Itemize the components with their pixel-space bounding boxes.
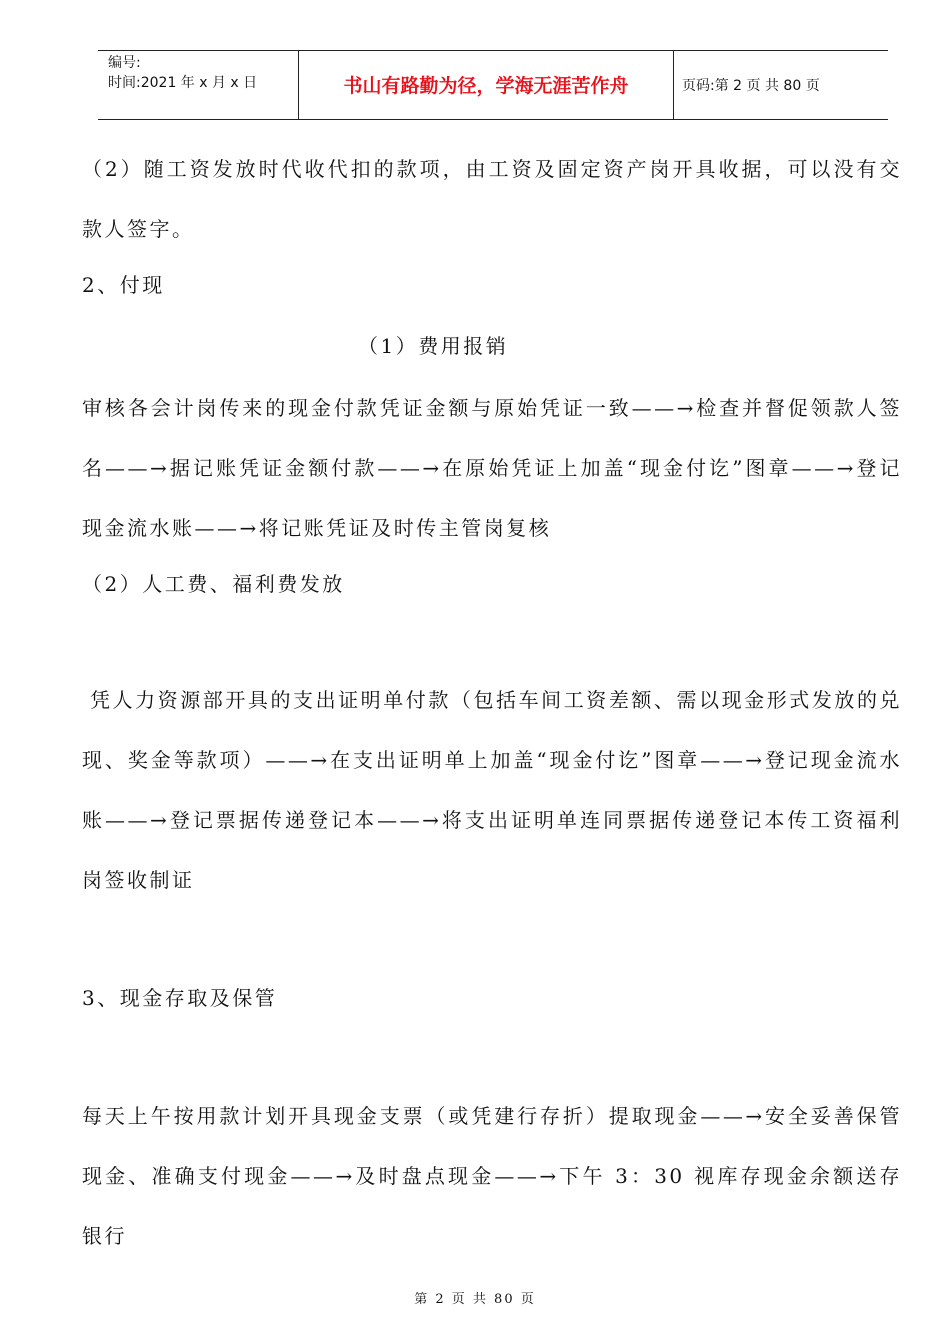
header-divider: [298, 51, 299, 119]
header-meta: [108, 53, 298, 93]
header-divider: [673, 51, 674, 119]
page-header: [98, 50, 888, 120]
code-label: 编号:: [108, 55, 141, 71]
header-motto: 书山有路勤为径，学海无涯苦作舟: [343, 75, 629, 97]
subheading-expense-reimbursement: （1）费用报销: [358, 334, 509, 358]
header-page-label: 页码:第 2 页 共 80 页: [682, 78, 820, 94]
section-heading-payment: 2、付现: [82, 273, 165, 297]
paragraph-cash-process: 每天上午按用款计划开具现金支票（或凭建行存折）提取现金——→安全妥善保管现金、准确支付现金——→及时盘点现金——→下午 3：30 视库存现金余额送存银行: [82, 1104, 902, 1248]
paragraph-expense-process: 审核各会计岗传来的现金付款凭证金额与原始凭证一致——→检查并督促领款人签名——→据记账凭证金额付款——→在原始凭证上加盖“现金付讫”图章——→登记现金流水账——→将记账凭证及时传主管岗复核: [82, 396, 902, 540]
section-heading-cash-storage: 3、现金存取及保管: [82, 986, 278, 1010]
subheading-labor-welfare: （2）人工费、福利费发放: [82, 572, 345, 596]
paragraph-labor-process: 凭人力资源部开具的支出证明单付款（包括车间工资差额、需以现金形式发放的兑现、奖金等款项）——→在支出证明单上加盖“现金付讫”图章——→登记现金流水账——→登记票据传递登记本——→将支出证明单连同票据传递登记本传工资福利岗签收制证: [82, 688, 902, 892]
time-label: 时间:2021 年 x 月 x 日: [108, 75, 258, 91]
page-footer: 第 2 页 共 80 页: [414, 1292, 536, 1307]
paragraph-receipt-note: （2）随工资发放时代收代扣的款项，由工资及固定资产岗开具收据，可以没有交款人签字。: [82, 157, 902, 241]
